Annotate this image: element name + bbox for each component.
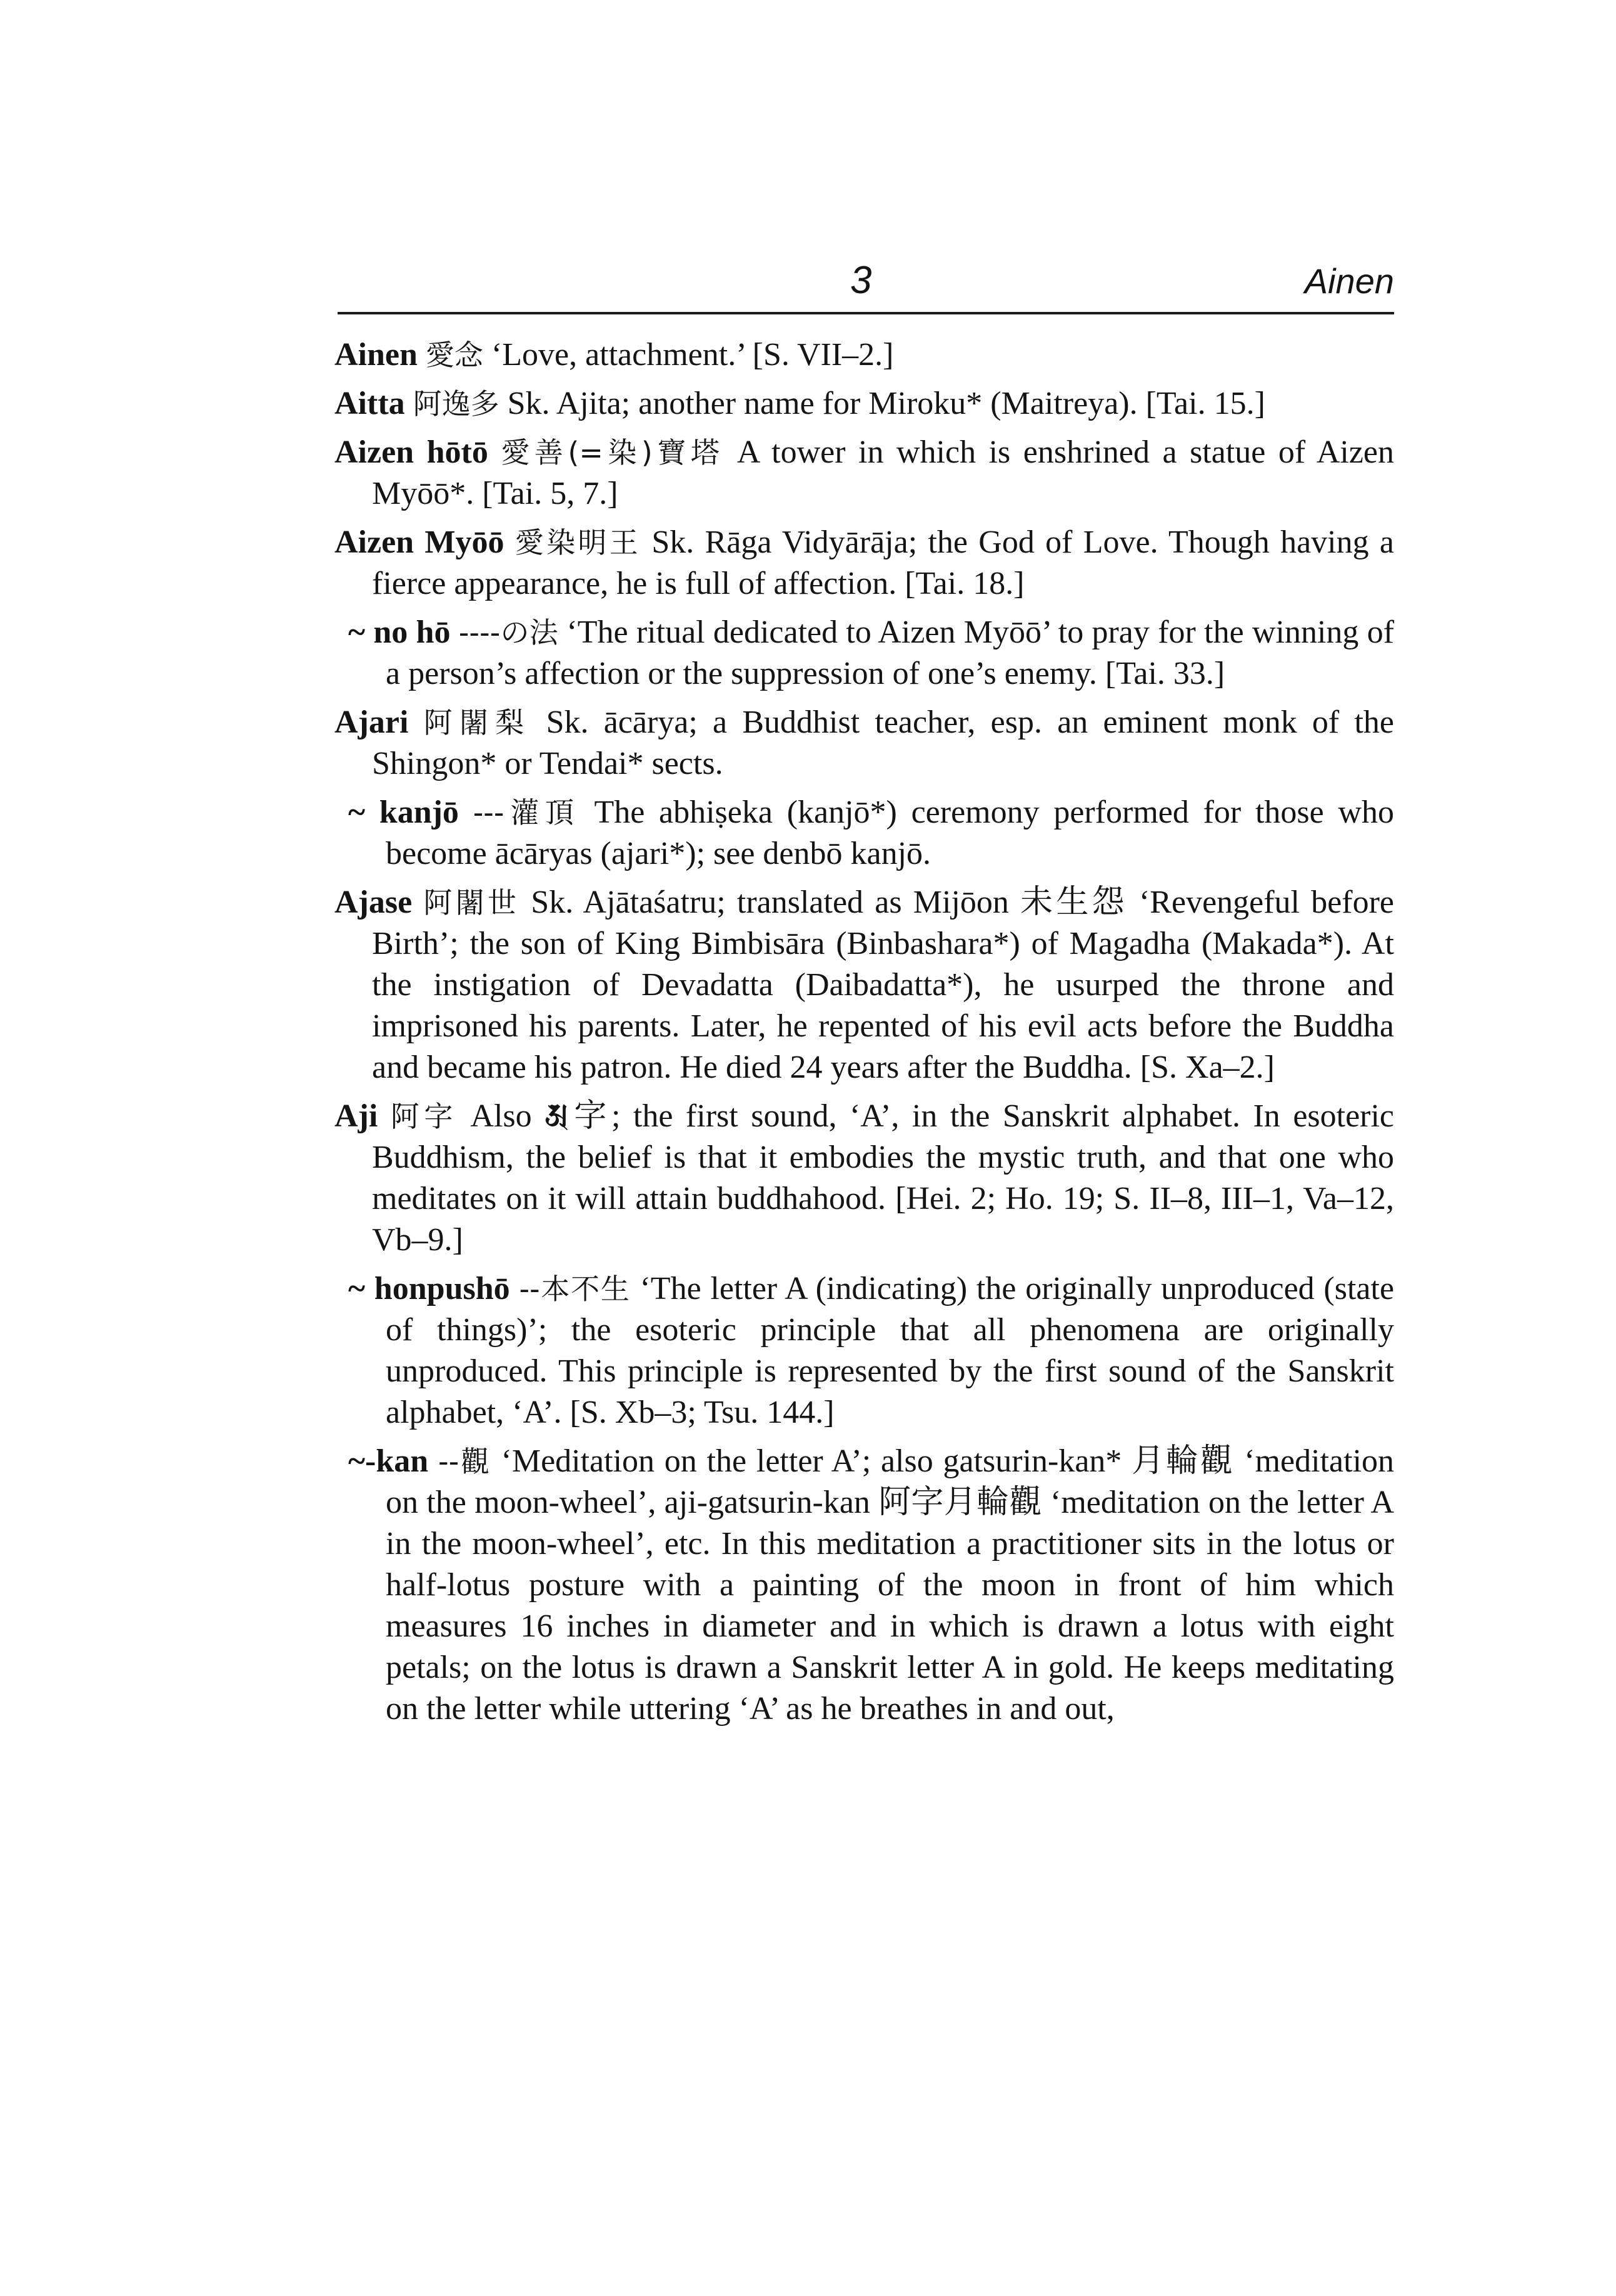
headword: ~-kan [348,1443,429,1479]
kanji: --本不生 [519,1272,631,1306]
entry-ajari [334,702,1394,785]
definition: A tower in which is enshrined a statue of Aizen Myōō*. [Tai. 5, 7.] [372,434,1394,511]
entry-ainen [334,334,1394,376]
kanji: 愛念 [425,338,483,372]
kanji: 阿字 [390,1100,458,1133]
definition: Sk. ācārya; a Buddhist teacher, esp. an eminent monk of the Shingon* or Tendai* sects. [372,704,1395,781]
headword: Aizen Myōō [334,524,504,560]
headword: Ajase [334,885,413,920]
kanji: --觀 [438,1445,491,1478]
headword: ~ no hō [348,614,451,650]
headword: Aitta [334,386,405,421]
definition: ‘Meditation on the letter A’; also gatsurin-kan* 月輪觀 ‘meditation on the moon-wheel’, aji-gatsurin-kan 阿字月輪觀 ‘meditation on the letter A in the moon-wheel’, etc. In this meditation a practitioner sits in the lotus or half-lotus posture with a painting of the moon in front of him which measures 16 inches in diameter and in which is drawn a lotus with eight petals; on the lotus is drawn a Sanskrit letter A in gold. He keeps meditating on the letter while uttering ‘A’ as he breathes in and out, [386,1443,1395,1727]
definition: ‘Love, attachment.’ [S. VII–2.] [491,337,894,373]
definition: Sk. Rāga Vidyārāja; the God of Love. Though having a fierce appearance, he is full of affection. [Tai. 18.] [372,524,1394,601]
kanji: ---灌頂 [473,796,580,830]
headword: ~ kanjō [348,795,459,830]
definition: Sk. Ajita; another name for Miroku* (Maitreya). [Tai. 15.] [507,386,1265,421]
definition: ‘The ritual dedicated to Aizen Myōō’ to pray for the winning of a person’s affection or the suppression of one’s enemy. [Tai. 33.] [386,614,1395,691]
headword: Ainen [334,337,418,373]
page-number: 3 [850,259,872,302]
entry-aizen-myoo [334,522,1394,604]
headword: Aizen hōtō [334,434,488,470]
headword: ~ honpushō [348,1271,510,1306]
definition: Sk. Ajātaśatru; translated as Mijōon 未生怨 ‘Revengeful before Birth’; the son of King Bimbisāra (Binbashara*) of Magadha (Makada*). At the instigation of Devadatta (Daibadatta*), he usurped the throne and imprisoned his parents. Later, he repented of his evil acts before the Buddha and became his patron. He died 24 years after the Buddha. [S. Xa–2.] [372,885,1395,1085]
headword: Aji [334,1098,378,1134]
definition: ‘The letter A (indicating) the originally unproduced (state of things)’; the esoteric principle that all phenomena are originally unproduced. This principle is represented by the first sound of the Sanskrit alphabet, ‘A’. [S. Xb–3; Tsu. 144.] [386,1271,1395,1430]
kanji: 愛善(=染)寶塔 [501,436,725,469]
entry-aitta [334,383,1394,424]
entry-aji [334,1096,1394,1261]
running-head: Ainen [1304,261,1394,301]
entry-aizen-hoto [334,432,1394,514]
kanji: 阿闍世 [423,886,520,920]
definition: The abhiṣeka (kanjō*) ceremony performed for those who become ācāryas (ajari*); see denbō kanjō. [386,795,1395,871]
entry-kanjo [348,792,1394,875]
header-rule [338,312,1394,314]
entry-ajase [334,882,1394,1088]
entry-kan [348,1441,1394,1730]
dictionary-entries [334,334,1394,1737]
kanji: 阿逸多 [413,387,499,421]
definition: Also 𑖀字; the first sound, ‘A’, in the Sanskrit alphabet. In esoteric Buddhism, the belief is that it embodies the mystic truth, and that one who meditates on it will attain buddhahood. [Hei. 2; Ho. 19; S. II–8, III–1, Va–12, Vb–9.] [372,1098,1395,1258]
entry-honpusho [348,1268,1394,1433]
headword: Ajari [334,704,409,740]
kanji: 阿闍梨 [423,706,531,739]
page-header [338,247,1394,316]
entry-no-ho [348,612,1394,694]
kanji: 愛染明王 [514,526,641,559]
kanji: ----の法 [458,616,559,649]
